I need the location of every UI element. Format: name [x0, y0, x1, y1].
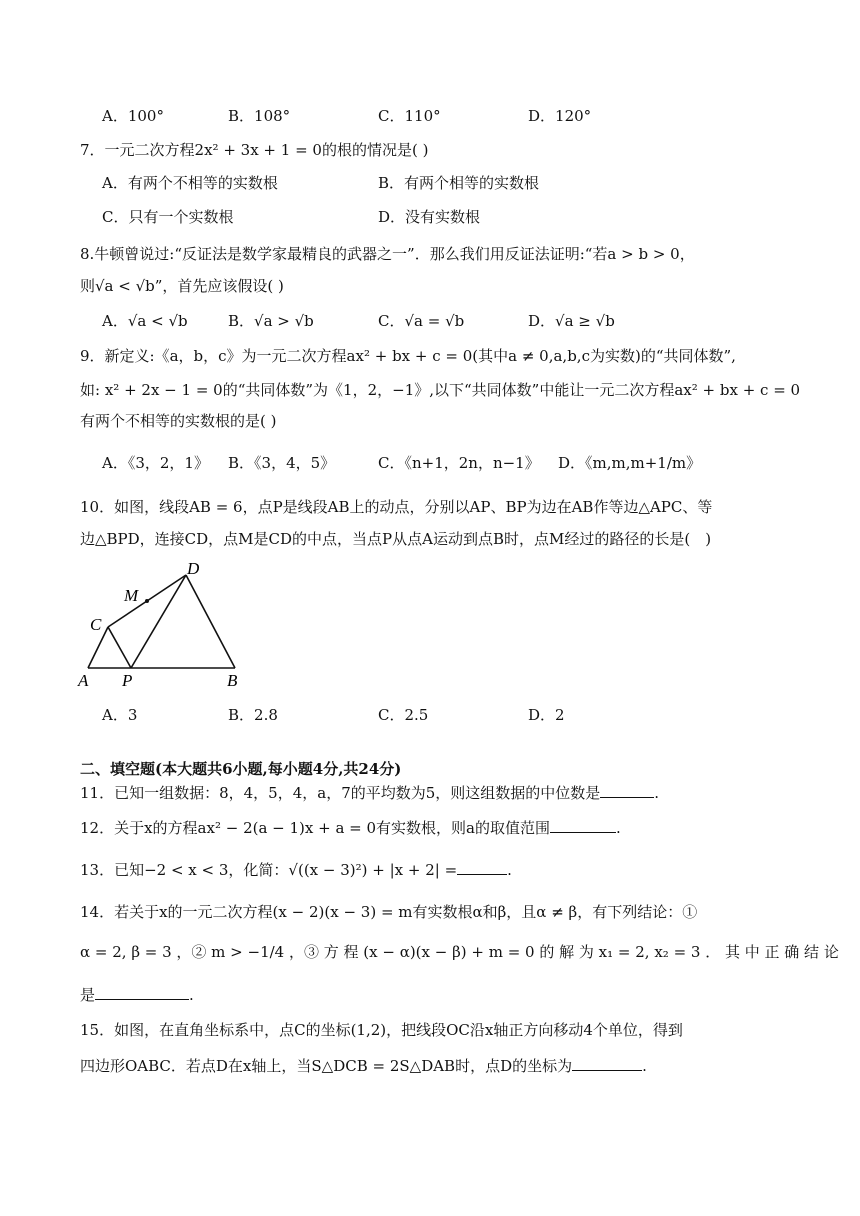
- q9-line1: 9．新定义:《a，b，c》为一元二次方程ax² + bx + c = 0(其中a ≠ 0,a,b,c为实数)的“共同体数”,: [80, 347, 736, 365]
- label-c: C: [90, 615, 102, 634]
- point-m: [145, 599, 149, 603]
- q12-answer-blank[interactable]: [550, 818, 616, 833]
- q8-option-c[interactable]: C．√a = √b: [378, 312, 465, 330]
- q9-line3: 有两个不相等的实数根的是( ): [80, 412, 277, 430]
- q13-end: .: [507, 861, 512, 879]
- q13-answer-blank[interactable]: [457, 860, 507, 875]
- q7-option-c[interactable]: C．只有一个实数根: [102, 208, 234, 226]
- q10-option-b[interactable]: B．2.8: [228, 706, 278, 724]
- q9-option-d[interactable]: D．《m,m,m+1/m》: [558, 454, 702, 472]
- q14-end: .: [189, 986, 194, 1004]
- q14-text: 是: [80, 986, 96, 1004]
- q8-option-b[interactable]: B．√a > √b: [228, 312, 314, 330]
- label-p: P: [122, 671, 133, 690]
- q12-text: 12．关于x的方程ax² − 2(a − 1)x + a = 0有实数根，则a的取值范围: [80, 819, 551, 837]
- q7-option-b[interactable]: B．有两个相等的实数根: [378, 174, 540, 192]
- q15-answer-blank[interactable]: [572, 1056, 642, 1071]
- q8-option-a[interactable]: A．√a < √b: [102, 312, 188, 330]
- q14-line3: [80, 985, 194, 1005]
- q15-end: .: [642, 1057, 647, 1075]
- q8-line2: 则√a < √b”，首先应该假设( ): [80, 277, 284, 295]
- q9-line2: 如: x² + 2x − 1 = 0的“共同体数”为《1，2，−1》,以下“共同体数”中能让一元二次方程ax² + bx + c = 0: [80, 381, 801, 399]
- q6-option-a[interactable]: A．100°: [102, 107, 164, 125]
- q8-line1: 8.牛顿曾说过:“反证法是数学家最精良的武器之一”．那么我们用反证法证明:“若a > b > 0，: [80, 245, 695, 263]
- q10-line2: 边△BPD，连接CD，点M是CD的中点，当点P从点A运动到点B时，点M经过的路径的长是( ): [80, 530, 712, 548]
- q15-text: 四边形OABC．若点D在x轴上，当S△DCB = 2S△DAB时，点D的坐标为: [80, 1057, 573, 1075]
- segment-cp: [108, 627, 131, 668]
- q11-end: .: [654, 784, 660, 802]
- q10-line1: 10．如图，线段AB = 6，点P是线段AB上的动点，分别以AP、BP为边在AB作等边△APC、等: [80, 498, 713, 516]
- label-a: A: [78, 671, 89, 690]
- q6-option-c[interactable]: C．110°: [378, 107, 441, 125]
- label-d: D: [187, 559, 200, 578]
- q9-option-b[interactable]: B．《3，4，5》: [228, 454, 336, 472]
- q13-text: 13．已知−2 < x < 3，化简：√((x − 3)²) + |x + 2| =: [80, 861, 458, 879]
- q7-stem: 7．一元二次方程2x² + 3x + 1 = 0的根的情况是( ): [80, 141, 429, 159]
- q12: [80, 818, 621, 838]
- q14-line2: α = 2, β = 3 ，② m > −1/4 ，③ 方 程 (x − α)(x − β) + m = 0 的 解 为 x₁ = 2, x₂ = 3 ． 其 中 正 确 结 论: [80, 943, 839, 961]
- q9-option-a[interactable]: A．《3，2，1》: [102, 454, 209, 472]
- q6-option-d[interactable]: D．120°: [528, 107, 592, 125]
- q10-option-d[interactable]: D．2: [528, 706, 565, 724]
- q15-line2: [80, 1056, 647, 1076]
- q9-option-c[interactable]: C．《n+1，2n，n−1》: [378, 454, 540, 472]
- q11-text: 11．已知一组数据：8，4，5，4，a，7的平均数为5，则这组数据的中位数是: [80, 784, 601, 802]
- q12-end: .: [616, 819, 621, 837]
- q11: [80, 783, 659, 803]
- label-b: B: [227, 671, 238, 690]
- q6-option-b[interactable]: B．108°: [228, 107, 291, 125]
- q7-option-a[interactable]: A．有两个不相等的实数根: [102, 174, 278, 192]
- label-m: M: [124, 586, 139, 605]
- segment-db: [186, 575, 235, 668]
- section2-header: 二、填空题(本大题共6小题,每小题4分,共24分): [80, 760, 402, 778]
- q10-option-a[interactable]: A．3: [102, 706, 138, 724]
- segment-pd: [131, 575, 186, 668]
- q10-option-c[interactable]: C．2.5: [378, 706, 429, 724]
- q10-figure: [74, 556, 254, 690]
- q14-answer-blank[interactable]: [95, 985, 189, 1000]
- q14-line1: 14．若关于x的一元二次方程(x − 2)(x − 3) = m有实数根α和β，且α ≠ β，有下列结论：①: [80, 903, 698, 921]
- q7-option-d[interactable]: D．没有实数根: [378, 208, 481, 226]
- q13: [80, 860, 512, 880]
- q11-answer-blank[interactable]: [600, 783, 654, 798]
- q15-line1: 15．如图，在直角坐标系中，点C的坐标(1,2)，把线段OC沿x轴正方向移动4个单位，得到: [80, 1021, 683, 1039]
- q8-option-d[interactable]: D．√a ≥ √b: [528, 312, 615, 330]
